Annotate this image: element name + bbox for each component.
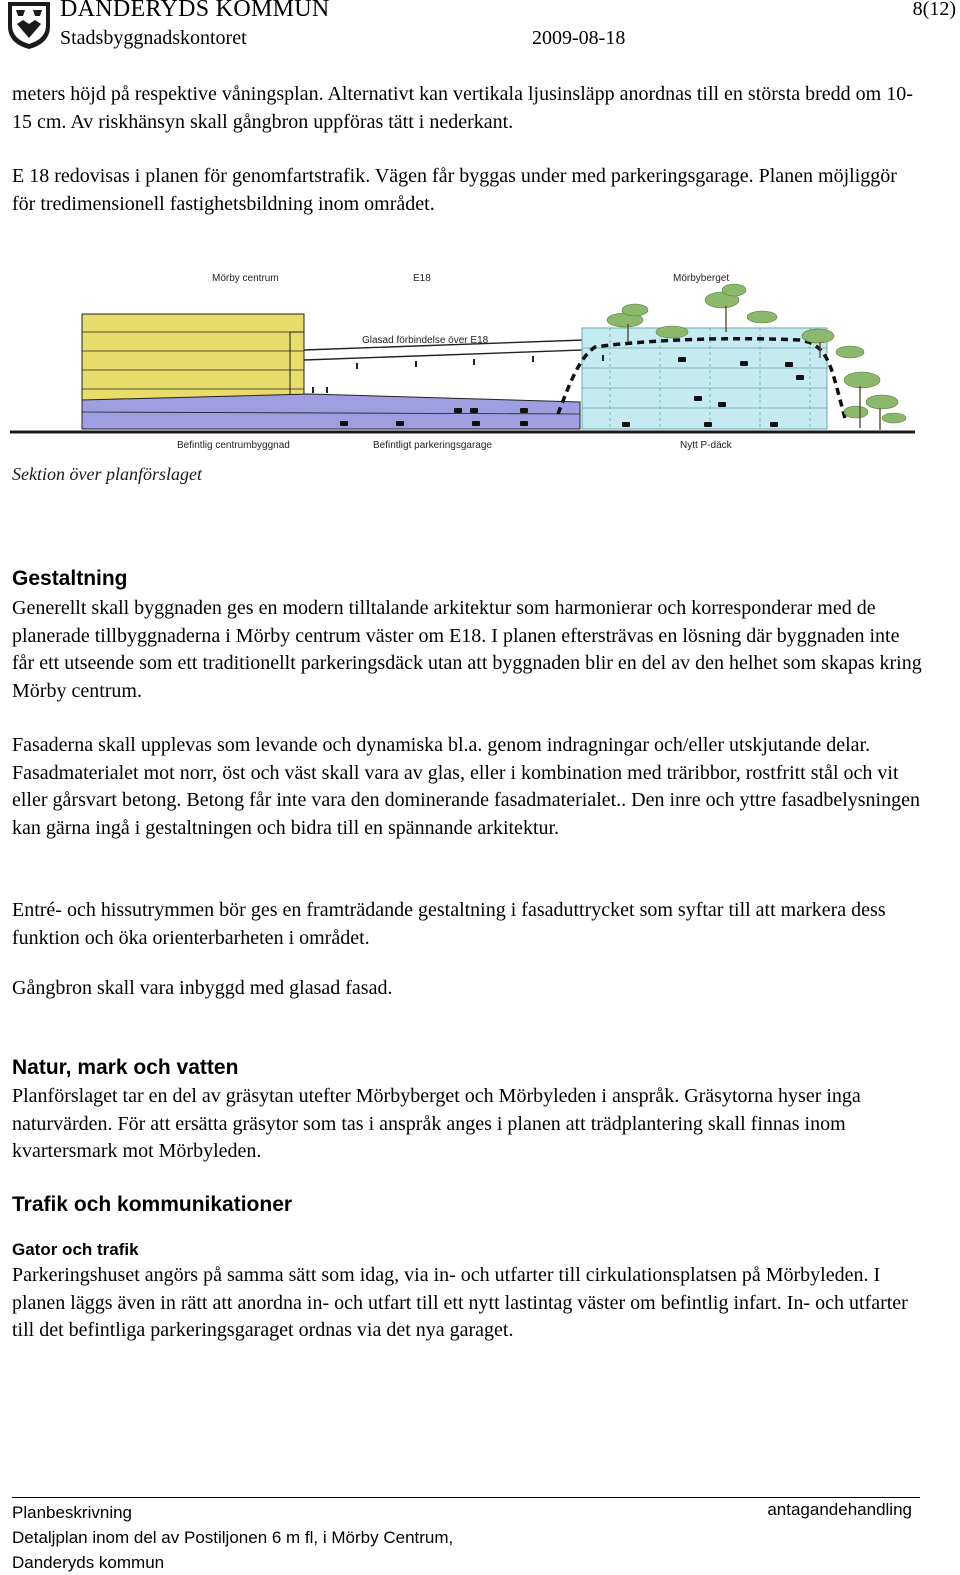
organization-name: DANDERYDS KOMMUN	[60, 0, 330, 22]
footer-status: antagandehandling	[767, 1500, 912, 1519]
intro-paragraph-1: meters höjd på respektive våningsplan. Alternativt kan vertikala ljusinsläpp anordnas till en största bredd om 10- 15 cm. Av riskhänsyn skall gångbron uppföras tätt i nederkant.	[12, 83, 913, 133]
intro-paragraph-2: E 18 redovisas i planen för genomfartstrafik. Vägen får byggas under med parkeringsgarage. Planen möjliggör för tredimensionell fastighetsbildning inom området.	[12, 165, 897, 215]
label-befintligt-parkeringsgarage: Befintligt parkeringsgarage	[373, 440, 492, 451]
label-morbyberget: Mörbyberget	[673, 273, 730, 284]
label-nytt-p-dack: Nytt P-däck	[680, 440, 732, 451]
gestaltning-paragraph-1: Generellt skall byggnaden ges en modern tilltalande arkitektur som harmonierar och korresponderar med de planerade tillbyggnaderna i Mörby centrum väster om E18. I planen eftersträvas en lösning där byggnaden inte får ett utseende som ett traditionellt parkeringsdäck utan att byggnaden blir en del av den helhet som skapas kring Mörby centrum.	[12, 597, 922, 702]
section-drawing	[10, 262, 915, 460]
footer-document-info	[12, 1500, 453, 1575]
footer-line-3: Danderyds kommun	[12, 1553, 165, 1572]
label-e18: E18	[413, 273, 431, 284]
footer-divider	[12, 1497, 920, 1498]
heading-trafik: Trafik och kommunikationer	[12, 1193, 293, 1216]
existing-garage	[82, 394, 580, 429]
department-name: Stadsbyggnadskontoret	[60, 27, 247, 49]
footer-line-1: Planbeskrivning	[12, 1503, 133, 1522]
municipality-crest-icon	[6, 0, 52, 50]
subheading-gator: Gator och trafik	[12, 1240, 139, 1259]
natur-paragraph-1: Planförslaget tar en del av gräsytan utefter Mörbyberget och Mörbyleden i anspråk. Gräsytorna hyser inga naturvärden. För att ersätta gräsytor som tas i anspråk anges i planen att trädplantering skall finnas inom kvartersmark mot Mörbyleden.	[12, 1085, 861, 1163]
gestaltning-paragraph-4: Gångbron skall vara inbyggd med glasad fasad.	[12, 977, 393, 999]
document-date: 2009-08-18	[532, 27, 626, 49]
gestaltning-paragraph-2: Fasaderna skall upplevas som levande och dynamiska bl.a. genom indragningar och/eller utskjutande delar. Fasadmaterialet mot norr, öst och väst skall vara av glas, eller i kombination med träribbor, rostfritt stål och vit eller gårsvart betong. Betong får inte vara den dominerande fasadmaterialet.. Den inre och yttre fasadbelysningen kan gärna ingå i gestaltningen och bidra till en spännande arkitektur.	[12, 734, 920, 839]
label-glasad-forbindelse: Glasad förbindelse över E18	[362, 335, 489, 346]
label-befintlig-centrumbyggnad: Befintlig centrumbyggnad	[177, 440, 290, 451]
page-number: 8(12)	[912, 0, 956, 20]
heading-natur: Natur, mark och vatten	[12, 1056, 239, 1079]
label-morby-centrum: Mörby centrum	[212, 273, 279, 284]
figure-caption: Sektion över planförslaget	[12, 464, 202, 484]
footer-line-2: Detaljplan inom del av Postiljonen 6 m fl, i Mörby Centrum,	[12, 1528, 454, 1547]
heading-gestaltning: Gestaltning	[12, 567, 128, 590]
gestaltning-paragraph-3: Entré- och hissutrymmen bör ges en framträdande gestaltning i fasaduttrycket som syftar till att markera dess funktion och öka orienterbarheten i området.	[12, 899, 886, 949]
trafik-paragraph-1: Parkeringshuset angörs på samma sätt som idag, via in- och utfarter till cirkulationsplatsen på Mörbyleden. I planen läggs även in rätt att anordna in- och utfart till ett nytt lastintag väster om befintlig infart. In- och utfarter till det befintliga parkeringsgaraget ordnas via det nya garaget.	[12, 1264, 908, 1342]
